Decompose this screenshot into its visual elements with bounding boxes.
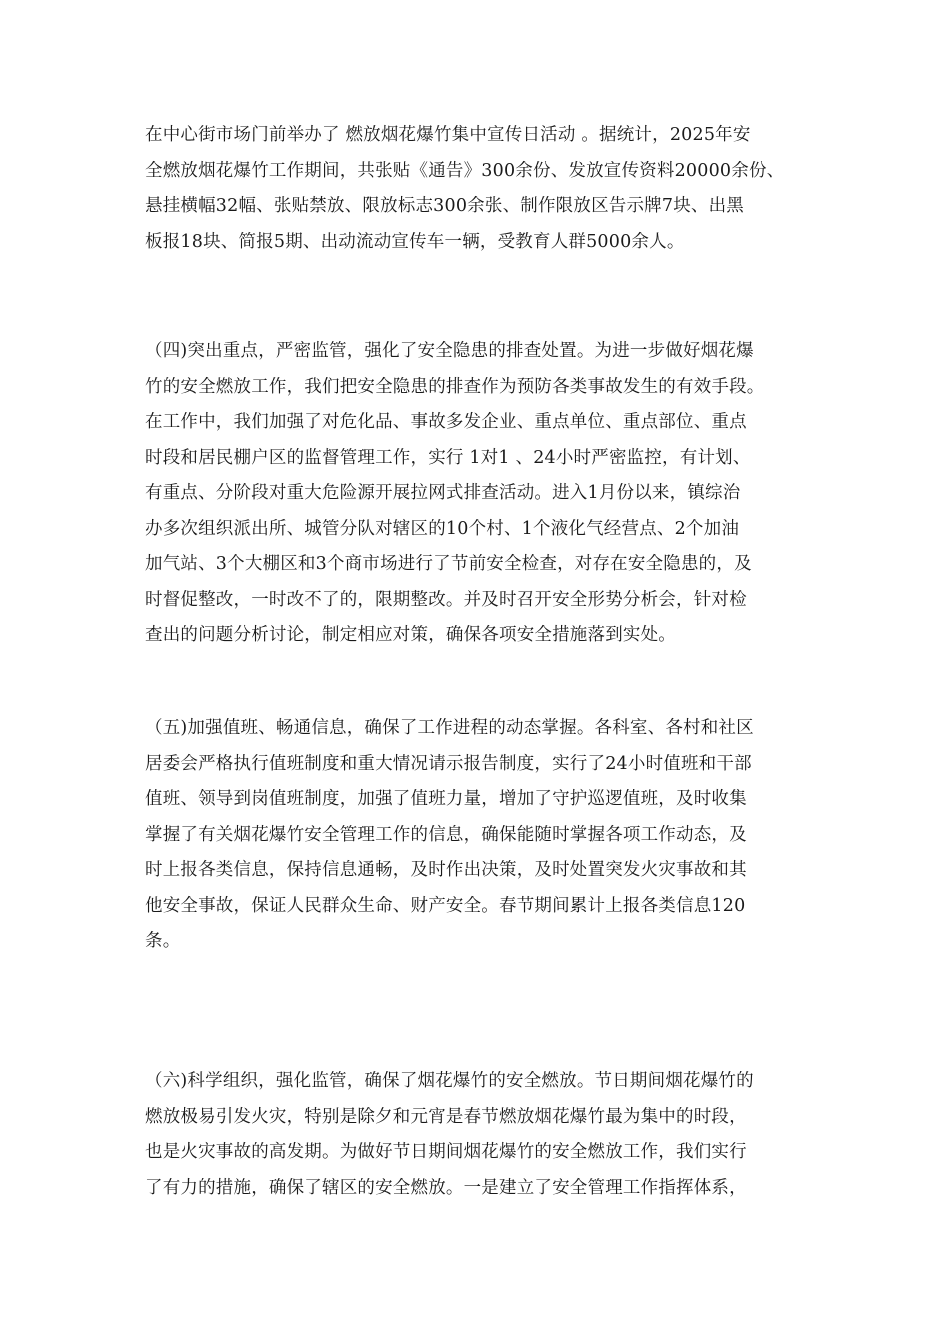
text-line: 时段和居民棚户区的监督管理工作，实行 1对1 、24小时严密监控，有计划、	[145, 447, 751, 468]
text-line: 全燃放烟花爆竹工作期间，共张贴《通告》300余份、发放宣传资料20000余份、	[145, 160, 785, 181]
text-line: 居委会严格执行值班制度和重大情况请示报告制度，实行了24小时值班和干部	[145, 753, 752, 774]
text-line: 悬挂横幅32幅、张贴禁放、限放标志300余张、制作限放区告示牌7块、出黑	[145, 196, 745, 216]
paragraph-publicity-summary	[145, 118, 825, 260]
text-line: 也是火灾事故的高发期。为做好节日期间烟花爆竹的安全燃放工作，我们实行	[145, 1142, 747, 1162]
text-line: 他安全事故，保证人民群众生命、财产安全。春节期间累计上报各类信息120	[145, 895, 746, 916]
text-line: 掌握了有关烟花爆竹安全管理工作的信息，确保能随时掌握各项工作动态，及	[145, 824, 747, 845]
text-line: 时督促整改，一时改不了的，限期整改。并及时召开安全形势分析会，针对检	[145, 589, 747, 610]
text-line: 了有力的措施，确保了辖区的安全燃放。一是建立了安全管理工作指挥体系，	[145, 1177, 747, 1198]
text-line: 在工作中，我们加强了对危化品、事故多发企业、重点单位、重点部位、重点	[145, 412, 747, 432]
text-line: 加气站、3个大棚区和3个商市场进行了节前安全检查，对存在安全隐患的，及	[145, 554, 752, 574]
text-line: 板报18块、简报5期、出动流动宣传车一辆，受教育人群5000余人。	[145, 231, 685, 252]
paragraph-section-6	[145, 1064, 825, 1206]
paragraph-section-4	[145, 334, 825, 654]
text-line: 查出的问题分析讨论，制定相应对策，确保各项安全措施落到实处。	[145, 625, 676, 645]
text-line: 条。	[145, 931, 181, 951]
text-line: 值班、领导到岗值班制度，加强了值班力量，增加了守护巡逻值班，及时收集	[145, 789, 747, 809]
text-line: 办多次组织派出所、城管分队对辖区的10个村、1个液化气经营点、2个加油	[145, 518, 740, 539]
text-line: （四)突出重点，严密监管，强化了安全隐患的排查处置。为进一步做好烟花爆	[145, 341, 754, 361]
text-line: （六)科学组织，强化监管，确保了烟花爆竹的安全燃放。节日期间烟花爆竹的	[145, 1071, 754, 1091]
text-line: 燃放极易引发火灾，特别是除夕和元宵是春节燃放烟花爆竹最为集中的时段，	[145, 1106, 747, 1127]
paragraph-section-5	[145, 711, 825, 960]
text-line: 有重点、分阶段对重大危险源开展拉网式排查活动。进入1月份以来，镇综治	[145, 483, 741, 503]
text-line: 在中心街市场门前举办了 燃放烟花爆竹集中宣传日活动 。据统计，2025年安	[145, 125, 751, 145]
text-line: 时上报各类信息，保持信息通畅，及时作出决策，及时处置突发火灾事故和其	[145, 860, 747, 880]
text-line: 竹的安全燃放工作，我们把安全隐患的排查作为预防各类事故发生的有效手段。	[145, 376, 765, 397]
text-line: （五)加强值班、畅通信息，确保了工作进程的动态掌握。各科室、各村和社区	[145, 718, 754, 738]
